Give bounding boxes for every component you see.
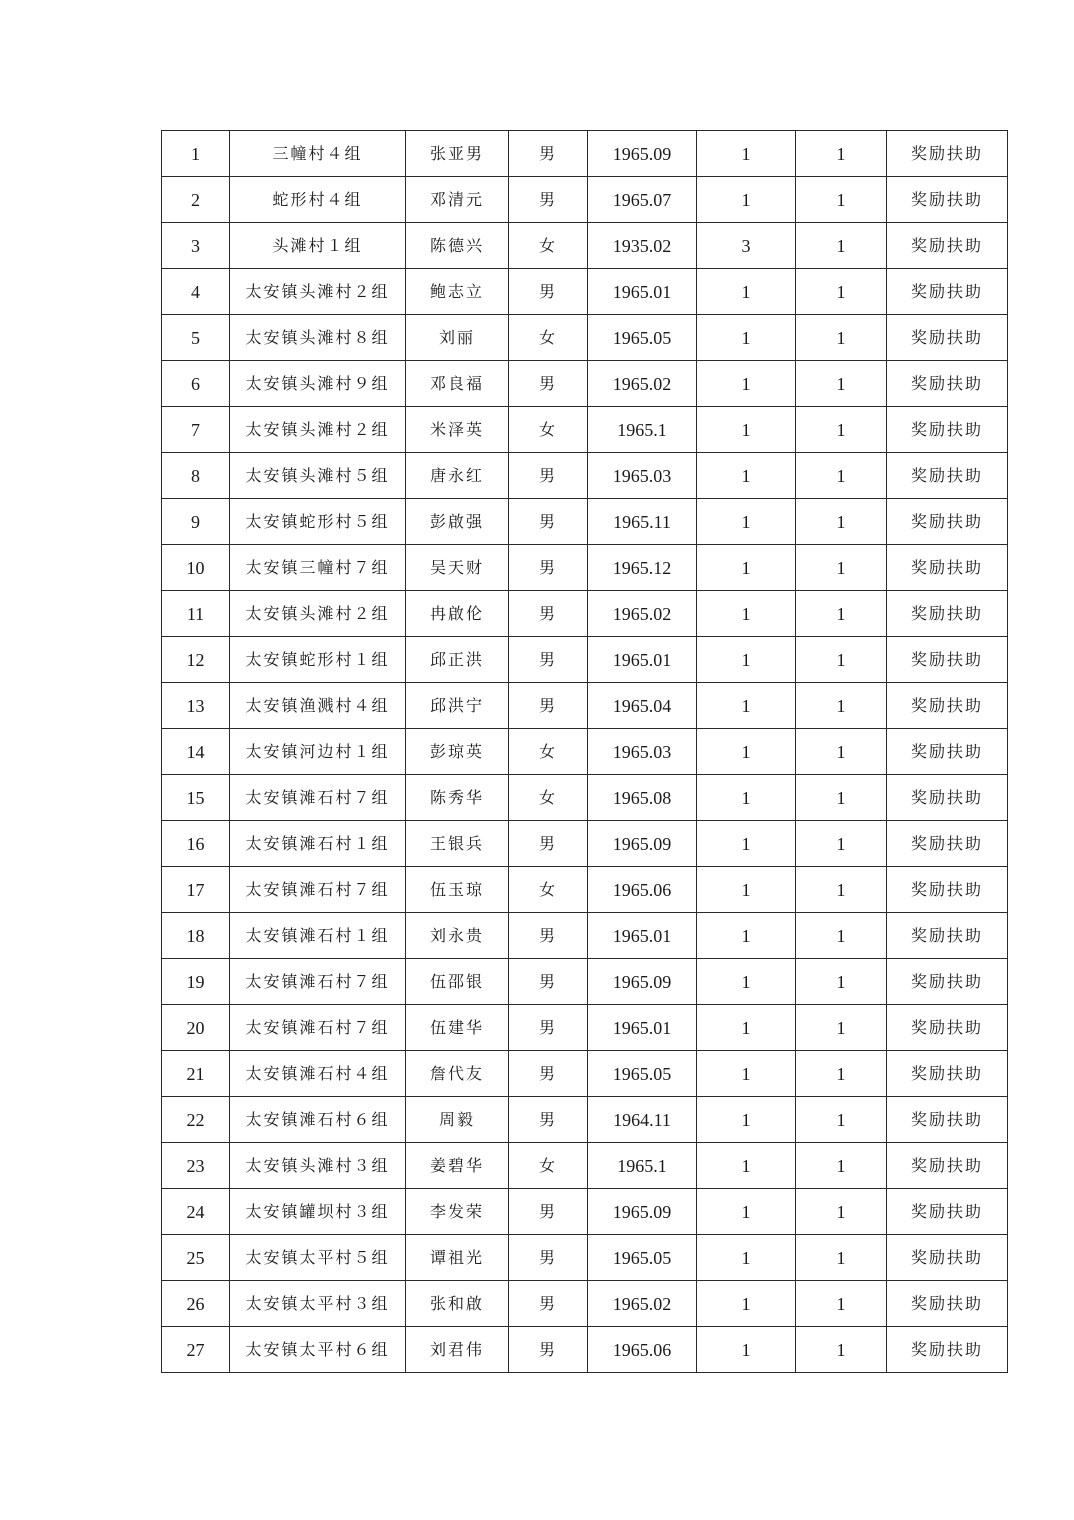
row-number-cell: 16 xyxy=(162,821,230,867)
name-cell: 伍邵银 xyxy=(406,959,509,1005)
gender-cell: 女 xyxy=(509,223,588,269)
count-b-cell: 1 xyxy=(796,867,887,913)
support-type-cell: 奖励扶助 xyxy=(887,1327,1008,1373)
support-type-cell: 奖励扶助 xyxy=(887,913,1008,959)
name-cell: 冉啟伦 xyxy=(406,591,509,637)
count-a-cell: 1 xyxy=(697,1189,796,1235)
row-number-cell: 19 xyxy=(162,959,230,1005)
table-row xyxy=(162,223,1008,269)
gender-cell: 男 xyxy=(509,821,588,867)
name-cell: 伍玉琼 xyxy=(406,867,509,913)
support-type-cell: 奖励扶助 xyxy=(887,269,1008,315)
support-type-cell: 奖励扶助 xyxy=(887,959,1008,1005)
support-type-cell: 奖励扶助 xyxy=(887,361,1008,407)
address-cell: 太安镇头滩村５组 xyxy=(230,453,406,499)
count-b-cell: 1 xyxy=(796,1143,887,1189)
birth-date-cell: 1965.06 xyxy=(588,867,697,913)
row-number-cell: 12 xyxy=(162,637,230,683)
count-b-cell: 1 xyxy=(796,729,887,775)
support-type-cell: 奖励扶助 xyxy=(887,637,1008,683)
gender-cell: 男 xyxy=(509,637,588,683)
count-b-cell: 1 xyxy=(796,223,887,269)
gender-cell: 女 xyxy=(509,1143,588,1189)
table-row xyxy=(162,1281,1008,1327)
row-number-cell: 3 xyxy=(162,223,230,269)
birth-date-cell: 1965.09 xyxy=(588,959,697,1005)
birth-date-cell: 1965.01 xyxy=(588,913,697,959)
row-number-cell: 6 xyxy=(162,361,230,407)
birth-date-cell: 1965.09 xyxy=(588,821,697,867)
address-cell: 蛇形村４组 xyxy=(230,177,406,223)
count-b-cell: 1 xyxy=(796,499,887,545)
name-cell: 詹代友 xyxy=(406,1051,509,1097)
row-number-cell: 24 xyxy=(162,1189,230,1235)
gender-cell: 男 xyxy=(509,1005,588,1051)
gender-cell: 男 xyxy=(509,361,588,407)
birth-date-cell: 1965.02 xyxy=(588,1281,697,1327)
gender-cell: 男 xyxy=(509,177,588,223)
count-a-cell: 1 xyxy=(697,637,796,683)
row-number-cell: 25 xyxy=(162,1235,230,1281)
table-row xyxy=(162,545,1008,591)
birth-date-cell: 1965.01 xyxy=(588,637,697,683)
address-cell: 太安镇头滩村３组 xyxy=(230,1143,406,1189)
table-row xyxy=(162,361,1008,407)
birth-date-cell: 1965.1 xyxy=(588,1143,697,1189)
support-type-cell: 奖励扶助 xyxy=(887,867,1008,913)
support-type-cell: 奖励扶助 xyxy=(887,453,1008,499)
address-cell: 太安镇滩石村７组 xyxy=(230,1005,406,1051)
support-type-cell: 奖励扶助 xyxy=(887,1005,1008,1051)
support-type-cell: 奖励扶助 xyxy=(887,131,1008,177)
count-b-cell: 1 xyxy=(796,1327,887,1373)
count-b-cell: 1 xyxy=(796,775,887,821)
row-number-cell: 15 xyxy=(162,775,230,821)
table-row xyxy=(162,775,1008,821)
address-cell: 太安镇滩石村１组 xyxy=(230,913,406,959)
name-cell: 陈秀华 xyxy=(406,775,509,821)
name-cell: 张和啟 xyxy=(406,1281,509,1327)
address-cell: 太安镇渔溅村４组 xyxy=(230,683,406,729)
count-a-cell: 1 xyxy=(697,1281,796,1327)
table-row xyxy=(162,637,1008,683)
gender-cell: 男 xyxy=(509,453,588,499)
birth-date-cell: 1965.09 xyxy=(588,1189,697,1235)
row-number-cell: 18 xyxy=(162,913,230,959)
count-b-cell: 1 xyxy=(796,959,887,1005)
beneficiary-table xyxy=(161,130,1008,1373)
table-row xyxy=(162,1143,1008,1189)
gender-cell: 男 xyxy=(509,959,588,1005)
support-type-cell: 奖励扶助 xyxy=(887,1051,1008,1097)
table-row xyxy=(162,1235,1008,1281)
count-a-cell: 1 xyxy=(697,315,796,361)
support-type-cell: 奖励扶助 xyxy=(887,591,1008,637)
count-a-cell: 1 xyxy=(697,1097,796,1143)
count-a-cell: 1 xyxy=(697,269,796,315)
address-cell: 太安镇三幢村７组 xyxy=(230,545,406,591)
count-a-cell: 1 xyxy=(697,131,796,177)
gender-cell: 男 xyxy=(509,1051,588,1097)
row-number-cell: 27 xyxy=(162,1327,230,1373)
count-b-cell: 1 xyxy=(796,361,887,407)
address-cell: 太安镇头滩村２组 xyxy=(230,407,406,453)
count-b-cell: 1 xyxy=(796,1189,887,1235)
table-row xyxy=(162,269,1008,315)
count-a-cell: 3 xyxy=(697,223,796,269)
address-cell: 太安镇蛇形村１组 xyxy=(230,637,406,683)
count-b-cell: 1 xyxy=(796,131,887,177)
count-a-cell: 1 xyxy=(697,361,796,407)
row-number-cell: 21 xyxy=(162,1051,230,1097)
count-b-cell: 1 xyxy=(796,545,887,591)
row-number-cell: 23 xyxy=(162,1143,230,1189)
row-number-cell: 26 xyxy=(162,1281,230,1327)
gender-cell: 男 xyxy=(509,1189,588,1235)
row-number-cell: 4 xyxy=(162,269,230,315)
table-row xyxy=(162,821,1008,867)
table-row xyxy=(162,867,1008,913)
name-cell: 周毅 xyxy=(406,1097,509,1143)
name-cell: 陈德兴 xyxy=(406,223,509,269)
support-type-cell: 奖励扶助 xyxy=(887,407,1008,453)
table-row xyxy=(162,407,1008,453)
count-b-cell: 1 xyxy=(796,637,887,683)
address-cell: 三幢村４组 xyxy=(230,131,406,177)
row-number-cell: 2 xyxy=(162,177,230,223)
count-a-cell: 1 xyxy=(697,407,796,453)
support-type-cell: 奖励扶助 xyxy=(887,775,1008,821)
row-number-cell: 10 xyxy=(162,545,230,591)
count-b-cell: 1 xyxy=(796,591,887,637)
name-cell: 王银兵 xyxy=(406,821,509,867)
support-type-cell: 奖励扶助 xyxy=(887,223,1008,269)
address-cell: 太安镇河边村１组 xyxy=(230,729,406,775)
name-cell: 伍建华 xyxy=(406,1005,509,1051)
count-a-cell: 1 xyxy=(697,821,796,867)
table-row xyxy=(162,1051,1008,1097)
address-cell: 太安镇太平村３组 xyxy=(230,1281,406,1327)
support-type-cell: 奖励扶助 xyxy=(887,1143,1008,1189)
row-number-cell: 11 xyxy=(162,591,230,637)
table-row xyxy=(162,591,1008,637)
count-a-cell: 1 xyxy=(697,775,796,821)
name-cell: 邓清元 xyxy=(406,177,509,223)
birth-date-cell: 1935.02 xyxy=(588,223,697,269)
table-row xyxy=(162,499,1008,545)
support-type-cell: 奖励扶助 xyxy=(887,821,1008,867)
name-cell: 吴天财 xyxy=(406,545,509,591)
count-a-cell: 1 xyxy=(697,545,796,591)
count-a-cell: 1 xyxy=(697,177,796,223)
gender-cell: 男 xyxy=(509,131,588,177)
address-cell: 太安镇头滩村８组 xyxy=(230,315,406,361)
table-row xyxy=(162,453,1008,499)
gender-cell: 男 xyxy=(509,545,588,591)
name-cell: 鲍志立 xyxy=(406,269,509,315)
gender-cell: 女 xyxy=(509,867,588,913)
row-number-cell: 17 xyxy=(162,867,230,913)
table-row xyxy=(162,913,1008,959)
birth-date-cell: 1965.08 xyxy=(588,775,697,821)
birth-date-cell: 1965.02 xyxy=(588,361,697,407)
table-row xyxy=(162,1189,1008,1235)
name-cell: 米泽英 xyxy=(406,407,509,453)
support-type-cell: 奖励扶助 xyxy=(887,545,1008,591)
table-row xyxy=(162,683,1008,729)
support-type-cell: 奖励扶助 xyxy=(887,1281,1008,1327)
address-cell: 太安镇滩石村７组 xyxy=(230,959,406,1005)
count-a-cell: 1 xyxy=(697,1235,796,1281)
birth-date-cell: 1965.06 xyxy=(588,1327,697,1373)
address-cell: 太安镇太平村６组 xyxy=(230,1327,406,1373)
birth-date-cell: 1965.04 xyxy=(588,683,697,729)
count-b-cell: 1 xyxy=(796,1051,887,1097)
birth-date-cell: 1965.01 xyxy=(588,269,697,315)
row-number-cell: 5 xyxy=(162,315,230,361)
row-number-cell: 14 xyxy=(162,729,230,775)
birth-date-cell: 1965.1 xyxy=(588,407,697,453)
address-cell: 太安镇滩石村１组 xyxy=(230,821,406,867)
birth-date-cell: 1965.02 xyxy=(588,591,697,637)
address-cell: 太安镇滩石村６组 xyxy=(230,1097,406,1143)
gender-cell: 男 xyxy=(509,1235,588,1281)
count-b-cell: 1 xyxy=(796,1097,887,1143)
row-number-cell: 20 xyxy=(162,1005,230,1051)
birth-date-cell: 1965.01 xyxy=(588,1005,697,1051)
name-cell: 张亚男 xyxy=(406,131,509,177)
table-row xyxy=(162,177,1008,223)
count-a-cell: 1 xyxy=(697,867,796,913)
count-b-cell: 1 xyxy=(796,453,887,499)
name-cell: 邓良福 xyxy=(406,361,509,407)
address-cell: 头滩村１组 xyxy=(230,223,406,269)
count-a-cell: 1 xyxy=(697,1051,796,1097)
gender-cell: 男 xyxy=(509,269,588,315)
name-cell: 唐永红 xyxy=(406,453,509,499)
support-type-cell: 奖励扶助 xyxy=(887,729,1008,775)
count-a-cell: 1 xyxy=(697,1005,796,1051)
count-b-cell: 1 xyxy=(796,913,887,959)
name-cell: 邱洪宁 xyxy=(406,683,509,729)
row-number-cell: 22 xyxy=(162,1097,230,1143)
count-b-cell: 1 xyxy=(796,177,887,223)
count-a-cell: 1 xyxy=(697,499,796,545)
birth-date-cell: 1965.09 xyxy=(588,131,697,177)
address-cell: 太安镇蛇形村５组 xyxy=(230,499,406,545)
address-cell: 太安镇罐坝村３组 xyxy=(230,1189,406,1235)
gender-cell: 女 xyxy=(509,315,588,361)
gender-cell: 女 xyxy=(509,775,588,821)
row-number-cell: 7 xyxy=(162,407,230,453)
address-cell: 太安镇滩石村７组 xyxy=(230,775,406,821)
name-cell: 彭啟强 xyxy=(406,499,509,545)
count-a-cell: 1 xyxy=(697,959,796,1005)
name-cell: 刘丽 xyxy=(406,315,509,361)
support-type-cell: 奖励扶助 xyxy=(887,177,1008,223)
row-number-cell: 9 xyxy=(162,499,230,545)
count-a-cell: 1 xyxy=(697,591,796,637)
count-a-cell: 1 xyxy=(697,913,796,959)
address-cell: 太安镇滩石村７组 xyxy=(230,867,406,913)
row-number-cell: 1 xyxy=(162,131,230,177)
name-cell: 姜碧华 xyxy=(406,1143,509,1189)
count-b-cell: 1 xyxy=(796,1235,887,1281)
gender-cell: 男 xyxy=(509,591,588,637)
count-a-cell: 1 xyxy=(697,683,796,729)
count-b-cell: 1 xyxy=(796,1005,887,1051)
address-cell: 太安镇头滩村２组 xyxy=(230,591,406,637)
table-row xyxy=(162,1097,1008,1143)
gender-cell: 男 xyxy=(509,1327,588,1373)
support-type-cell: 奖励扶助 xyxy=(887,683,1008,729)
gender-cell: 女 xyxy=(509,729,588,775)
name-cell: 谭祖光 xyxy=(406,1235,509,1281)
count-b-cell: 1 xyxy=(796,315,887,361)
birth-date-cell: 1965.05 xyxy=(588,1051,697,1097)
birth-date-cell: 1965.05 xyxy=(588,1235,697,1281)
support-type-cell: 奖励扶助 xyxy=(887,1097,1008,1143)
birth-date-cell: 1965.11 xyxy=(588,499,697,545)
count-a-cell: 1 xyxy=(697,1327,796,1373)
table-row xyxy=(162,315,1008,361)
support-type-cell: 奖励扶助 xyxy=(887,499,1008,545)
gender-cell: 男 xyxy=(509,683,588,729)
address-cell: 太安镇太平村５组 xyxy=(230,1235,406,1281)
count-b-cell: 1 xyxy=(796,683,887,729)
birth-date-cell: 1965.03 xyxy=(588,453,697,499)
table-row xyxy=(162,1327,1008,1373)
name-cell: 李发荣 xyxy=(406,1189,509,1235)
gender-cell: 男 xyxy=(509,913,588,959)
count-b-cell: 1 xyxy=(796,407,887,453)
birth-date-cell: 1965.05 xyxy=(588,315,697,361)
count-a-cell: 1 xyxy=(697,1143,796,1189)
address-cell: 太安镇滩石村４组 xyxy=(230,1051,406,1097)
table-row xyxy=(162,959,1008,1005)
address-cell: 太安镇头滩村９组 xyxy=(230,361,406,407)
gender-cell: 女 xyxy=(509,407,588,453)
count-a-cell: 1 xyxy=(697,729,796,775)
birth-date-cell: 1965.12 xyxy=(588,545,697,591)
table-row xyxy=(162,729,1008,775)
count-a-cell: 1 xyxy=(697,453,796,499)
count-b-cell: 1 xyxy=(796,269,887,315)
support-type-cell: 奖励扶助 xyxy=(887,1189,1008,1235)
support-type-cell: 奖励扶助 xyxy=(887,1235,1008,1281)
table-row xyxy=(162,1005,1008,1051)
count-b-cell: 1 xyxy=(796,1281,887,1327)
name-cell: 彭琼英 xyxy=(406,729,509,775)
name-cell: 邱正洪 xyxy=(406,637,509,683)
gender-cell: 男 xyxy=(509,1281,588,1327)
birth-date-cell: 1965.07 xyxy=(588,177,697,223)
name-cell: 刘永贵 xyxy=(406,913,509,959)
table-body xyxy=(162,131,1008,1373)
gender-cell: 男 xyxy=(509,499,588,545)
gender-cell: 男 xyxy=(509,1097,588,1143)
table-row xyxy=(162,131,1008,177)
row-number-cell: 13 xyxy=(162,683,230,729)
birth-date-cell: 1965.03 xyxy=(588,729,697,775)
birth-date-cell: 1964.11 xyxy=(588,1097,697,1143)
row-number-cell: 8 xyxy=(162,453,230,499)
name-cell: 刘君伟 xyxy=(406,1327,509,1373)
address-cell: 太安镇头滩村２组 xyxy=(230,269,406,315)
support-type-cell: 奖励扶助 xyxy=(887,315,1008,361)
count-b-cell: 1 xyxy=(796,821,887,867)
